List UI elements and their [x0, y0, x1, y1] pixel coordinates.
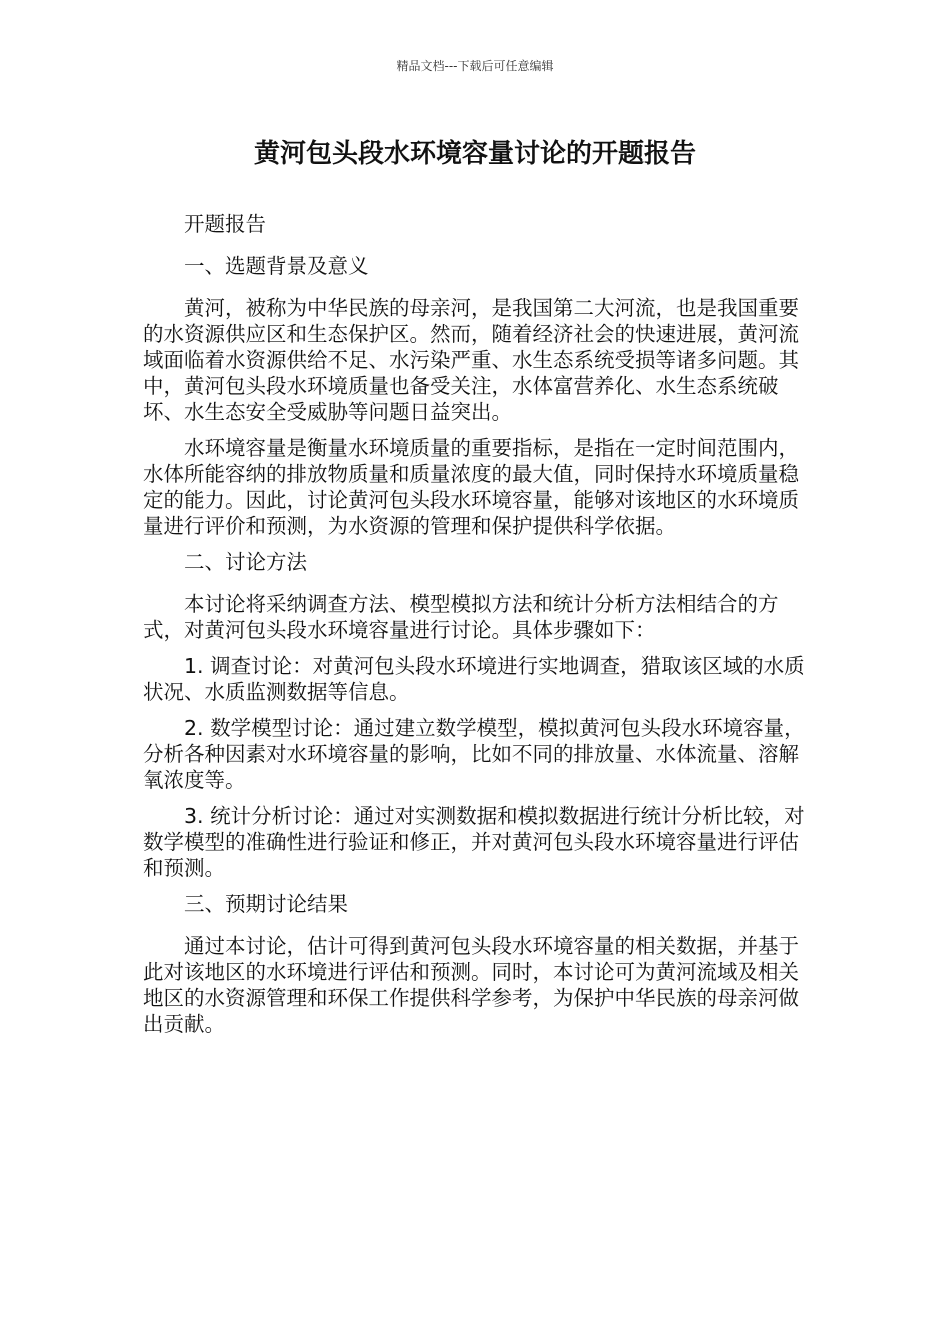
- method-step-3: 3. 统计分析讨论：通过对实测数据和模拟数据进行统计分析比较，对数学模型的准确性进行验证和修正，并对黄河包头段水环境容量进行评估和预测。: [143, 804, 805, 880]
- paragraph-expected-results: 通过本讨论，估计可得到黄河包头段水环境容量的相关数据，并基于此对该地区的水环境进行评估和预测。同时，本讨论可为黄河流域及相关地区的水资源管理和环保工作提供科学参考，为保护中华民族的母亲河做出贡献。: [143, 934, 799, 1036]
- method-step-2: 2. 数学模型讨论：通过建立数学模型，模拟黄河包头段水环境容量，分析各种因素对水环境容量的影响，比如不同的排放量、水体流量、溶解氧浓度等。: [143, 716, 805, 792]
- header-note: 精品文档---下载后可任意编辑: [396, 59, 554, 73]
- paragraph-background-2: 水环境容量是衡量水环境质量的重要指标，是指在一定时间范围内，水体所能容纳的排放物质量和质量浓度的最大值，同时保持水环境质量稳定的能力。因此，讨论黄河包头段水环境容量，能够对该地区的水环境质量进行评价和预测，为水资源的管理和保护提供科学依据。: [143, 436, 799, 538]
- document-body: [143, 211, 807, 1047]
- section-label-report: 开题报告: [184, 212, 266, 236]
- document-title: 黄河包头段水环境容量讨论的开题报告: [253, 139, 696, 169]
- section-heading-methods: 二、讨论方法: [184, 550, 307, 574]
- section-heading-background: 一、选题背景及意义: [184, 254, 369, 278]
- method-step-1: 1. 调查讨论：对黄河包头段水环境进行实地调查，猎取该区域的水质状况、水质监测数据等信息。: [143, 654, 805, 704]
- section-heading-expected-results: 三、预期讨论结果: [184, 892, 348, 916]
- paragraph-background-1: 黄河，被称为中华民族的母亲河，是我国第二大河流，也是我国重要的水资源供应区和生态保护区。然而，随着经济社会的快速进展，黄河流域面临着水资源供给不足、水污染严重、水生态系统受损等诸多问题。其中，黄河包头段水环境质量也备受关注，水体富营养化、水生态系统破坏、水生态安全受威胁等问题日益突出。: [143, 296, 799, 424]
- paragraph-methods-intro: 本讨论将采纳调查方法、模型模拟方法和统计分析方法相结合的方式，对黄河包头段水环境容量进行讨论。具体步骤如下：: [143, 592, 779, 642]
